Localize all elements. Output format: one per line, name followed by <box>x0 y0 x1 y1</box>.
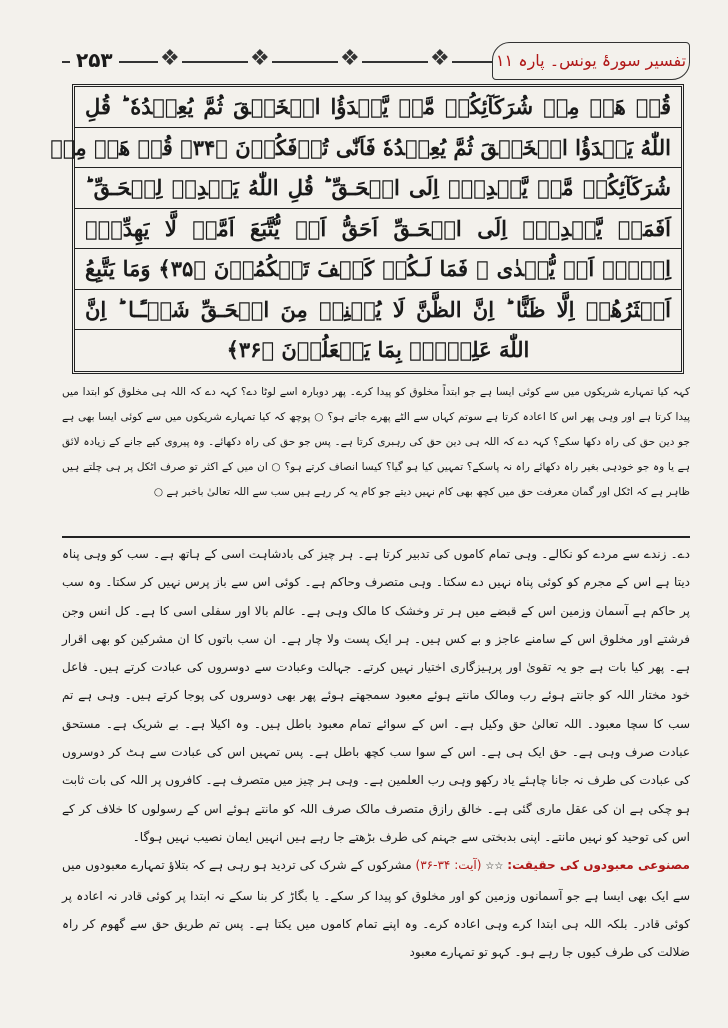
arabic-verse-line: اِلَّاۤ اَنۡ يُّهۡدٰى ۚ فَمَا لَـكُمۡ كَيۡفَ تَحۡكُمُوۡنَ ﴿۳۵﴾ وَمَا يَتَّبِعُ <box>75 249 681 290</box>
commentary-text: مشرکوں کے شرک کی تردید ہو رہی ہے کہ بتلاؤ تمہارے معبودوں میں سے ایک بھی ایسا ہے جو آسمانوں وزمین کو اور مخلوق کو پیدا کر سکے۔ یا بگاڑ کر بنا سکے نہ ابتدا پر کوئی قادر نہ اعادہ پر کوئی قادر۔ بلکہ اللہ ہی ابتدا کرے وہی اعادہ کرے۔ وہ اپنے تمام کاموں میں یکتا ہے۔ پس تم طریق حق سے گھوم کر راہ ضلالت کی طرف کیوں جا رہے ہو۔ کہو تو تمہارے معبود <box>62 858 690 960</box>
page-header <box>62 40 690 84</box>
arabic-verse-line: اللّٰهَ عَلِيۡمٌۢ بِمَا يَفۡعَلُوۡنَ ﴿۳۶﴾ <box>226 337 530 362</box>
commentary-paragraph <box>62 851 690 966</box>
arabic-verse-line: اَكۡثَرُهُمۡ اِلَّا ظَنًّا ؕ اِنَّ الظَّنَّ لَا يُغۡنِىۡ مِنَ الۡحَـقِّ شَيۡـًٔـا ؕ اِنَّ <box>75 290 681 331</box>
ornament-icon: ❖ <box>160 46 180 71</box>
running-title: تفسیر سورۂ یونس۔ پارہ ۱۱ <box>492 42 690 80</box>
star-icon: ☆☆ <box>485 861 504 873</box>
translation-paragraph: کہہ کیا تمہارے شریکوں میں سے کوئی ایسا ہے جو ابتداً مخلوق کو پیدا کرے۔ پھر دوبارہ اسے لوٹا دے؟ کہہ دے کہ اللہ ہی مخلوق کو ابتدا میں پیدا کرتا ہے اور وہی پھر اس کا اعادہ کرتا ہے سوتم کہاں سے الٹے پھرے جاتے ہو؟ ○ پوچھ کہ کیا تمہارے شریکوں میں سے کوئی ایسا بھی ہے جو دین حق کی راہ دکھا سکے؟ کہہ دے کہ اللہ ہی دین حق کی رہبری کرتا ہے۔ پس جو حق کی راہ دکھائے۔ وہ پیروی کیے جانے کے زیادہ لائق ہے یا وہ جو خودہی بغیر راہ دکھائے راہ نہ پاسکے؟ تمہیں کیا ہو گیا؟ کیسا انصاف کرتے ہو؟ ○ ان میں کے اکثر تو صرف اٹکل پر ہی چلتے ہیں ظاہر ہے کہ اٹکل اور گمان معرفت حق میں کچھ بھی کام نہیں دیتے جو کام یہ کر رہے ہیں سب سے اللہ تعالیٰ باخبر ہے ○ <box>62 386 690 498</box>
arabic-verse-box <box>50 84 684 374</box>
arabic-verse-line: اَفَمَنۡ يَّهۡدِىۡۤ اِلَى الۡحَـقِّ اَحَقُّ اَنۡ يُّتَّبَعَ اَمَّنۡ لَّا يَهِدِّىۡۤ <box>75 209 681 250</box>
ornament-icon: ❖ <box>430 46 450 71</box>
verse-reference: (آیت: ۳۴-۳۶) <box>415 858 482 873</box>
section-heading: مصنوعی معبودوں کی حقیقت: <box>507 858 690 873</box>
commentary-paragraph: دے۔ زندے سے مردے کو نکالے۔ وہی تمام کاموں کی تدبیر کرتا ہے۔ ہر چیز کی بادشاہت اسی کے ہاتھ ہے۔ سب کو وہی پناہ دیتا ہے اس کے مجرم کو کوئی پناہ نہیں دے سکتا۔ وہی متصرف وحاکم ہے۔ کوئی اس سے باز پرس نہیں کر سکتا۔ وہ سب پر حاکم ہے آسمان وزمین اس کے قبضے میں ہر تر وخشک کا مالک وہی ہے۔ عالم بالا اور سفلی اسی کا ہے۔ کل انس وجن فرشتے اور مخلوق اس کے سامنے عاجز و بے کس ہیں۔ ہر ایک پست ولا چار ہے۔ ان سب باتوں کا ان مشرکین کو بھی اقرار ہے۔ پھر کیا بات ہے جو یہ تقویٰ اور پرہیزگاری اختیار نہیں کرتے۔ جہالت وعبادت سے دوسروں کی عبادت کرتے ہیں۔ فاعل خود مختار اللہ کو جانتے ہوئے رب ومالک مانتے ہوئے معبود سمجھتے ہوئے پھر بھی دوسروں کی پوجا کرتے ہیں۔ وہی ہے تم سب کا سچا معبود۔ اللہ تعالیٰ حق وکیل ہے۔ اس کے سوائے تمام معبود باطل ہیں۔ وہ اکیلا ہے۔ بے شریک ہے۔ مستحق عبادت صرف وہی ہے۔ حق ایک ہی ہے۔ اس کے سوا سب کچھ باطل ہے۔ پس تمہیں اس کی عبادت سے ہٹ کر دوسروں کی عبادت کی طرف نہ جانا چاہئے یاد رکھو وہی رب العلمین ہے۔ وہی ہر چیز میں متصرف ہے۔ کافروں پر اللہ کی بات ثابت ہو چکی ہے ان کی عقل ماری گئی ہے۔ خالق رازق متصرف مالک صرف اللہ کو مانتے ہوئے اس کے رسولوں کا خلاف کر کے اس کی توحید کو نہیں مانتے۔ اپنی بدبختی سے جہنم کی طرف بڑھتے جا رہے ہیں انہیں ایمان نصیب نہیں ہوگا۔ <box>62 547 690 844</box>
ornament-icon: ❖ <box>250 46 270 71</box>
arabic-verse-line: اللّٰهُ يَبۡدَؤُا الۡخَلۡقَ ثُمَّ يُعِيۡدُهٗ فَاَنّٰى تُؤۡفَكُوۡنَ ﴿۳۴﴾ قُلۡ هَلۡ مِنۡ <box>75 128 681 169</box>
ornament-icon: ❖ <box>340 46 360 71</box>
arabic-verse-line: قُلۡ هَلۡ مِنۡ شُرَكَآئِكُمۡ مَّنۡ يَّبۡدَؤُا الۡخَلۡقَ ثُمَّ يُعِيۡدُهٗ ؕ قُلِ <box>75 87 681 128</box>
page-number: ۲۵۳ <box>70 48 119 72</box>
arabic-verse-line: شُرَكَآئِكُمۡ مَّنۡ يَّهۡدِىۡۤ اِلَى الۡحَـقِّ ؕ قُلِ اللّٰهُ يَهۡدِىۡ لِلۡحَـقِّ ؕ <box>75 168 681 209</box>
tafsir-commentary <box>62 540 690 966</box>
section-divider <box>62 536 690 538</box>
urdu-translation <box>62 380 690 505</box>
